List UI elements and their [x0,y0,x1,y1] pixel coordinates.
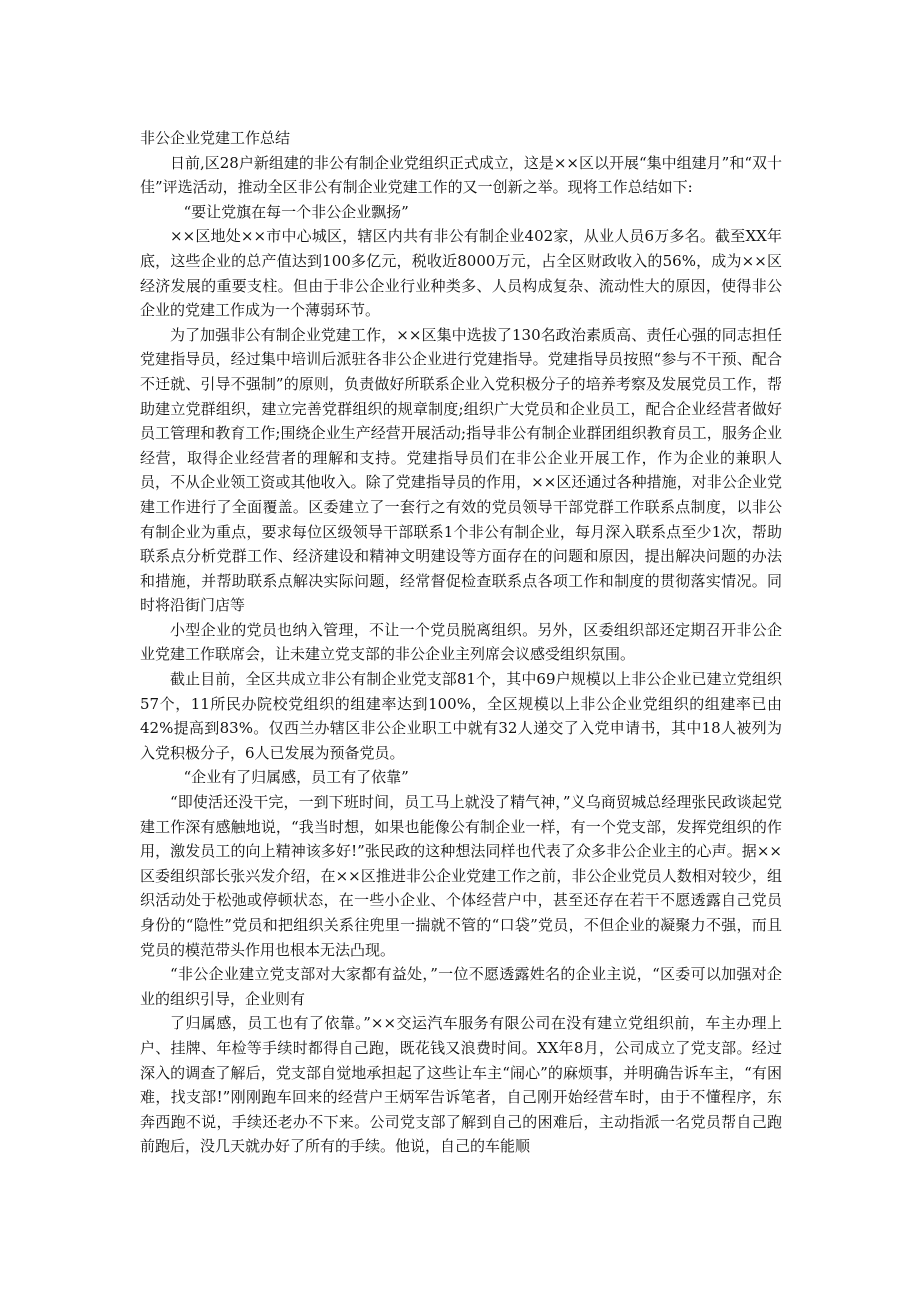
section-heading-1: “要让党旗在每一个非公企业飘扬” [183,202,409,221]
paragraph-party-instructors: 为了加强非公有制企业党建工作，××区集中选拔了130名政治素质高、责任心强的同志担任党建指导员，经过集中培训后派驻各非公企业进行党建指导。党建指导员按照“参与不干预、配合不迁就、引导不强制”的原则，负责做好所联系企业入党积极分子的培养考察及发展党员工作，帮助建立党群组织，建立完善党群组织的规章制度;组织广大党员和企业员工，配合企业经营者做好员工管理和教育工作;围绕企业生产经营开展活动;指导非公有制企业群团组织教育员工，服务企业经营，取得企业经营者的理解和支持。党建指导员们在非公企业开展工作，作为企业的兼职人员，不从企业领工资或其他收入。除了党建指导员的作用，××区还通过各种措施，对非公企业党建工作进行了全面覆盖。区委建立了一套行之有效的党员领导干部党群工作联系点制度，以非公有制企业为重点，要求每位区级领导干部联系1个非公有制企业，每月深入联系点至少1次，帮助联系点分析党群工作、经济建设和精神文明建设等方面存在的问题和原因，提出解决问题的办法和措施，并帮助联系点解决实际问题，经常督促检查联系点各项工作和制度的贯彻落实情况。同时将沿街门店等 [140,325,782,615]
paragraph-statistics: 截止目前，全区共成立非公有制企业党支部81个，其中69户规模以上非公企业已建立党组织57个，11所民办院校党组织的组建率达到100%，全区规模以上非公企业党组织的组建率已由42%提高到83%。仅西兰办辖区非公企业职工中就有32人递交了入党申请书，其中18人被列为入党积极分子，6人已发展为预备党员。 [140,670,782,762]
paragraph-intro: 日前,区28户新组建的非公有制企业党组织正式成立，这是××区以开展“集中组建月”和“双十佳”评选活动，推动全区非公有制企业党建工作的又一创新之举。现将工作总结如下: [140,153,783,197]
document-page [140,126,782,1159]
paragraph-district-overview: ××区地处××市中心城区，辖区内共有非公有制企业402家，从业人员6万多名。截至XX年底，这些企业的总产值达到100多亿元，税收近8000万元，占全区财政收入的56%，成为××区经济发展的重要支柱。但由于非公企业行业种类多、人员构成复杂、流动性大的原因，使得非公企业的党建工作成为一个薄弱环节。 [140,227,782,320]
paragraph-transport-company: 了归属感，员工也有了依靠。”××交运汽车服务有限公司在没有建立党组织前，车主办理上户、挂牌、年检等手续时都得自己跑，既花钱又浪费时间。XX年8月，公司成立了党支部。经过深入的调查了解后，党支部自觉地承担起了这些让车主“闹心”的麻烦事，并明确告诉车主，“有困难，找支部!”刚刚跑车回来的经营户王炳军告诉笔者，自己刚开始经营车时，由于不懂程序，东奔西跑不说，手续还老办不下来。公司党支部了解到自己的困难后，主动指派一名党员帮自己跑前跑后，没几天就办好了所有的手续。他说，自己的车能顺 [140,1014,782,1156]
document-title: 非公企业党建工作总结 [140,129,291,147]
paragraph-anonymous-owner: “非公企业建立党支部对大家都有益处，”一位不愿透露姓名的企业主说，“区委可以加强对企业的组织引导，企业则有 [140,965,782,1008]
section-heading-2: “企业有了归属感，员工有了依靠” [183,768,409,787]
paragraph-small-enterprises: 小型企业的党员也纳入管理，不让一个党员脱离组织。另外，区委组织部还定期召开非公企业党建工作联席会，让未建立党支部的非公企业主列席会议感受组织氛围。 [140,620,782,664]
paragraph-zhang-minzheng: “即使活还没干完，一到下班时间，员工马上就没了精气神，”义乌商贸城总经理张民政谈起党建工作深有感触地说，“我当时想，如果也能像公有制企业一样，有一个党支部，发挥党组织的作用，激发员工的向上精神该多好!”张民政的这种想法同样也代表了众多非公企业主的心声。据××区委组织部长张兴发介绍，在××区推进非公企业党建工作之前，非公企业党员人数相对较少，组织活动处于松弛或停顿状态，在一些小企业、个体经营户中，甚至还存在若干不愿透露自己党员身份的“隐性”党员和把组织关系往兜里一揣就不管的“口袋”党员，不但企业的凝聚力不强，而且党员的模范带头作用也根本无法凸现。 [140,793,782,959]
